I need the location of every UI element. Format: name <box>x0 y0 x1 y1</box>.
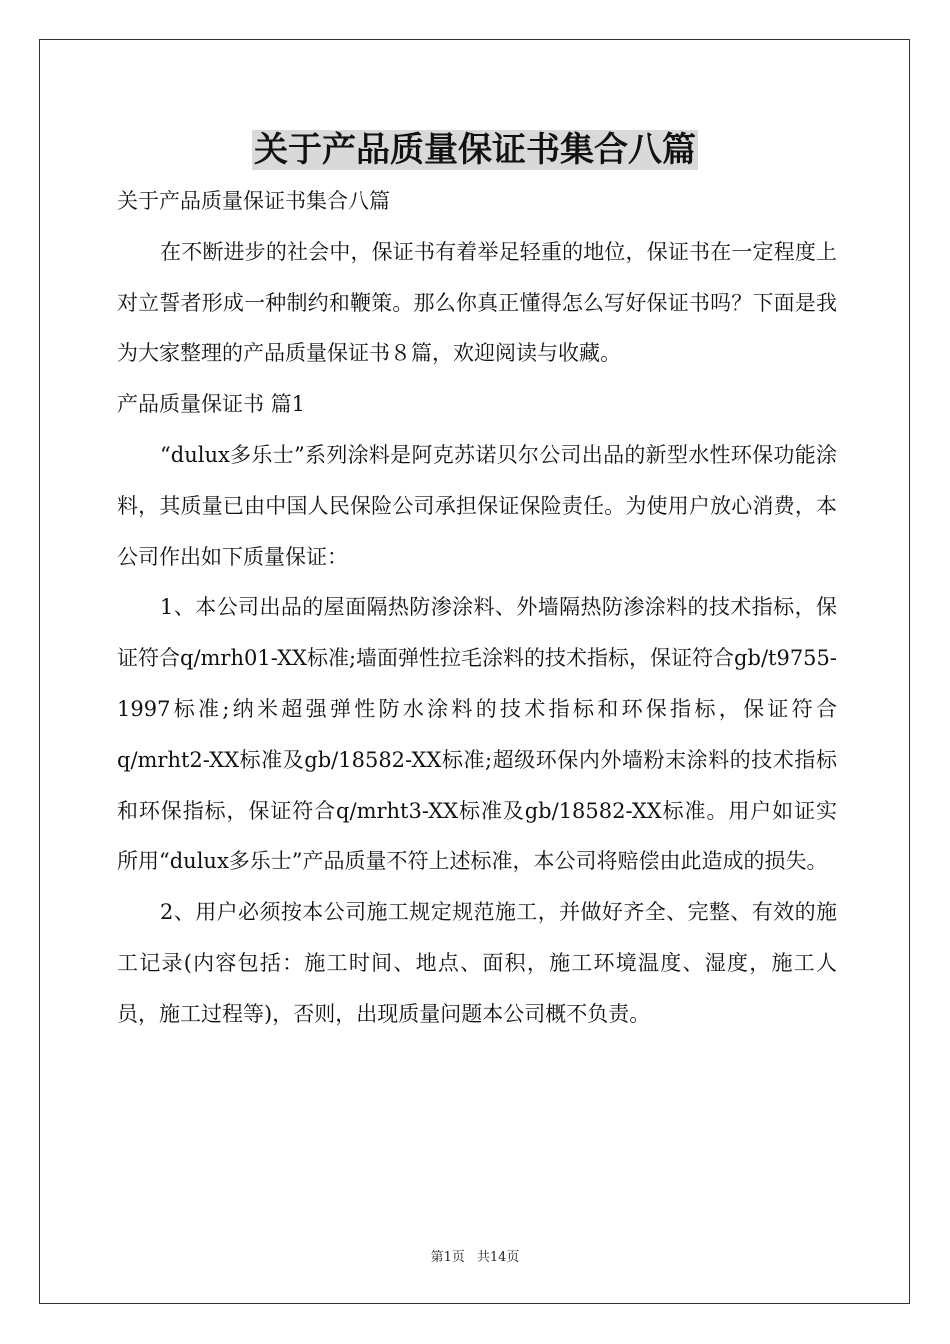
page-number: 第1页 <box>430 1250 465 1265</box>
page-total: 共14页 <box>476 1250 520 1265</box>
document-title-text: 关于产品质量保证书集合八篇 <box>254 130 696 170</box>
document-body <box>117 176 837 1040</box>
body-paragraph: 2、用户必须按本公司施工规定规范施工，并做好齐全、完整、有效的施工记录(内容包括：施工时间、地点、面积，施工环境温度、湿度，施工人员，施工过程等)，否则，出现质量问题本公司概不负责。 <box>117 900 837 1026</box>
body-paragraph: “dulux多乐士”系列涂料是阿克苏诺贝尔公司出品的新型水性环保功能涂料，其质量已由中国人民保险公司承担保证保险责任。为使用户放心消费，本公司作出如下质量保证： <box>117 442 837 569</box>
document-title <box>0 126 950 174</box>
document-subtitle: 关于产品质量保证书集合八篇 <box>117 189 390 213</box>
page-footer <box>0 1246 950 1265</box>
intro-paragraph: 在不断进步的社会中，保证书有着举足轻重的地位，保证书在一定程度上对立誓者形成一种制约和鞭策。那么你真正懂得怎么写好保证书吗？下面是我为大家整理的产品质量保证书８篇，欢迎阅读与收藏。 <box>117 239 837 366</box>
section-heading: 产品质量保证书 篇1 <box>117 392 306 417</box>
body-paragraph: 1、本公司出品的屋面隔热防渗涂料、外墙隔热防渗涂料的技术指标，保证符合q/mrh01-XX标准;墙面弹性拉毛涂料的技术指标，保证符合gb/t9755-1997标准;纳米超强弹性防水涂料的技术指标和环保指标，保证符合q/mrht2-XX标准及gb/18582-XX标准;超级环保内外墙粉末涂料的技术指标和环保指标，保证符合q/mrht3-XX标准及gb/18582-XX标准。用户如证实所用“dulux多乐士”产品质量不符上述标准，本公司将赔偿由此造成的损失。 <box>117 595 837 874</box>
